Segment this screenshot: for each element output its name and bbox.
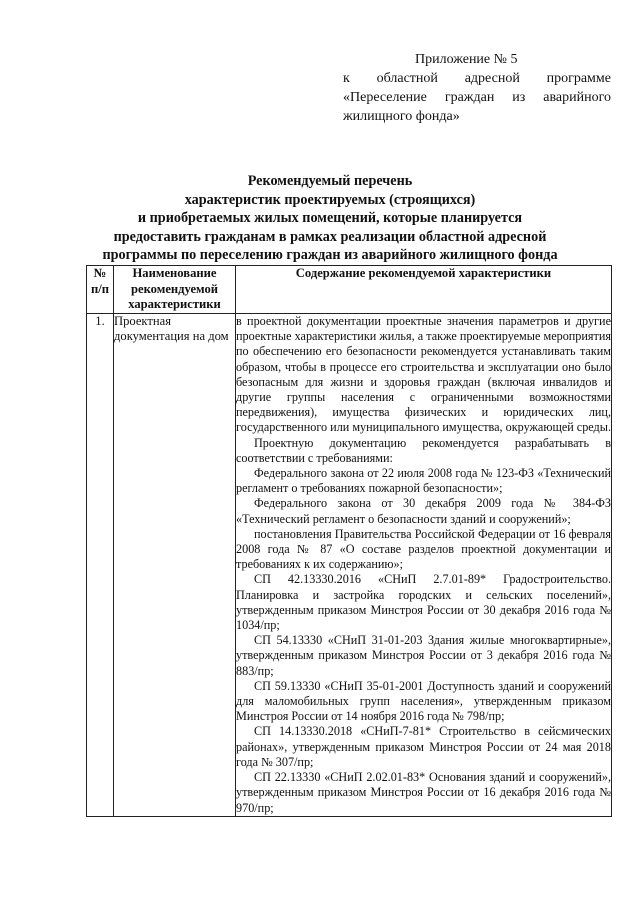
content-paragraph-3: Федерального закона от 22 июля 2008 года № 123-ФЗ «Технический регламент о требованиях пожарной безопасности»; — [236, 466, 611, 496]
table-header-row — [87, 266, 612, 314]
row-number: 1. — [87, 314, 114, 817]
row-content — [236, 314, 612, 817]
heading-line-4: предоставить гражданам в рамках реализации областной адресной — [113, 228, 547, 245]
header-name: Наименование рекомендуемой характеристики — [114, 266, 236, 314]
content-paragraph-2: Проектную документацию рекомендуется разрабатывать в соответствии с требованиями: — [236, 435, 611, 465]
content-paragraph-7: СП 54.13330 «СНиП 31-01-203 Здания жилые многоквартирные», утвержденным приказом Минстроя России от 3 декабря 2016 года № 883/пр; — [236, 633, 611, 678]
content-paragraph-10: СП 22.13330 «СНиП 2.02.01-83* Основания зданий и сооружений», утвержденным приказом Минстроя России от 16 декабря 2016 года № 970/пр; — [236, 770, 611, 815]
appendix-line-1: к областной адресной программе — [343, 71, 611, 86]
heading-line-1: Рекомендуемый перечень — [247, 173, 413, 189]
appendix-title: Приложение № 5 — [415, 52, 518, 67]
heading-line-3: и приобретаемых жилых помещений, которые планируется — [137, 210, 523, 227]
header-number: № п/п — [87, 266, 114, 314]
content-paragraph-8: СП 59.13330 «СНиП 35-01-2001 Доступность зданий и сооружений для маломобильных групп населения», утвержденным приказом Минстроя России от 14 ноября 2016 года № 798/пр; — [236, 678, 611, 724]
appendix-block — [343, 50, 611, 126]
appendix-line-3: жилищного фонда» — [343, 109, 460, 124]
table-row — [87, 314, 612, 817]
heading-line-2: характеристик проектируемых (строящихся) — [184, 191, 476, 208]
appendix-line-2: «Переселение граждан из аварийного — [343, 90, 611, 105]
content-paragraph-4: Федерального закона от 30 декабря 2009 года № 384-ФЗ «Технический регламент о безопасности зданий и сооружений»; — [236, 496, 611, 526]
characteristics-table — [86, 265, 612, 817]
row-name: Проектная документация на дом — [114, 314, 236, 817]
content-paragraph-6: СП 42.13330.2016 «СНиП 2.7.01-89* Градостроительство. Планировка и застройка городских и сельских поселений», утвержденным приказом Минстроя России от 30 декабря 2016 года № 1034/пр; — [236, 572, 611, 633]
content-paragraph-9: СП 14.13330.2018 «СНиП-7-81* Строительство в сейсмических районах», утвержденным приказом Минстроя России от 24 мая 2018 года № 307/пр; — [236, 724, 611, 769]
content-paragraph-5: постановления Правительства Российской Федерации от 16 февраля 2008 года № 87 «О составе разделов проектной документации и требованиях к их содержанию»; — [236, 526, 611, 572]
heading-line-5: программы по переселению граждан из аварийного жилищного фонда — [102, 247, 558, 264]
document-heading — [90, 172, 570, 265]
content-paragraph-1: в проектной документации проектные значения параметров и другие проектные характеристики жилья, а также проектируемые мероприятия по обеспечению его безопасности рекомендуется устанавливать таким образом, чтобы в процессе его строительства и эксплуатации оно было безопасным для жизни и здоровья граждан (включая инвалидов и другие группы населения с ограниченными возможностями передвижения), имущества физических и юридических лиц, государственного или муниципального имущества, окружающей среды. — [236, 314, 611, 435]
header-content: Содержание рекомендуемой характеристики — [236, 266, 612, 314]
